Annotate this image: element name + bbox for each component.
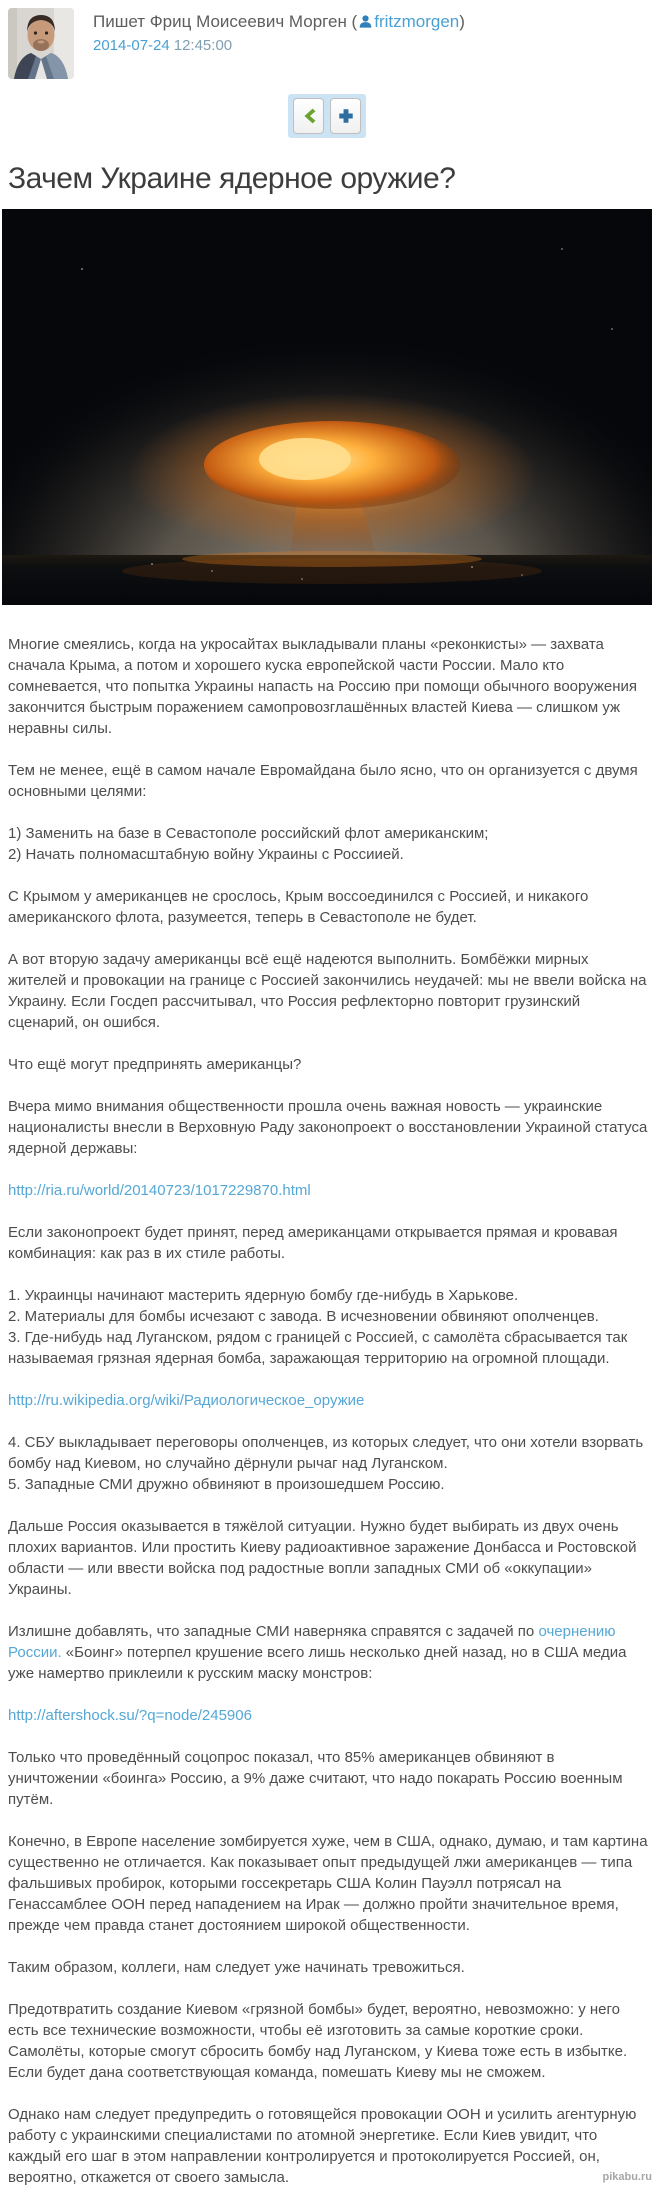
byline-suffix: ) — [459, 12, 465, 31]
paragraph — [8, 1390, 648, 1411]
paragraph — [8, 634, 648, 739]
paragraph — [8, 760, 648, 802]
body-link-ria[interactable]: http://ria.ru/world/20140723/1017229870.html — [8, 1182, 311, 1199]
post-time: 12:45:00 — [173, 37, 233, 54]
paragraph — [8, 1285, 648, 1369]
paragraph-text: Только что проведённый соцопрос показал, что 85% американцев обвиняют в уничтожении «боинга» Россию, а 9% даже считают, что надо покарать Россию военным путём. — [8, 1749, 623, 1808]
paragraph — [8, 1957, 648, 1978]
paragraph — [8, 1831, 648, 1936]
paragraph-text: Таким образом, коллеги, нам следует уже начинать тревожиться. — [8, 1959, 465, 1976]
paragraph — [8, 1054, 648, 1075]
paragraph-text: «Боинг» потерпел крушение всего лишь несколько дней назад, но в США медиа уже намертво приклеили к русским маску монстров: — [8, 1644, 627, 1682]
list-line: 1) Заменить на базе в Севастополе российский флот американским; — [8, 825, 489, 842]
list-line: 2) Начать полномасштабную войну Украины с Россиией. — [8, 846, 404, 863]
plus-icon — [335, 104, 357, 128]
body-link-wikipedia[interactable]: http://ru.wikipedia.org/wiki/Радиологическое_оружие — [8, 1392, 365, 1409]
lj-user-icon[interactable] — [358, 13, 373, 28]
paragraph-text: С Крымом у американцев не срослось, Крым воссоединился с Россией, и никакого американского флота, разумеется, теперь в Севастополе не будет. — [8, 888, 589, 926]
username-link[interactable]: fritzmorgen — [374, 12, 460, 31]
avatar[interactable] — [8, 8, 74, 79]
paragraph — [8, 949, 648, 1033]
watermark: pikabu.ru — [602, 2171, 652, 2183]
paragraph-text: Тем не менее, ещё в самом начале Евромайдана было ясно, что он организуется с двумя основными целями: — [8, 762, 638, 800]
paragraph-text: Конечно, в Европе население зомбируется хуже, чем в США, однако, думаю, и там картина существенно не отличается. Как показывает опыт предыдущей лжи американцев — типа фальшивых пробирок, которыми госсекретарь США Колин Пауэлл потрясал на Генассамблее ООН перед нападением на Ирак — должно пройти значительное время, прежде чем правда станет достоянием широкой общественности. — [8, 1833, 648, 1934]
byline-prefix: Пишет Фриц Моисеевич Морген ( — [93, 12, 358, 31]
add-button[interactable] — [330, 98, 361, 134]
chevron-left-icon — [298, 104, 320, 128]
paragraph-text: Что ещё могут предпринять американцы? — [8, 1056, 302, 1073]
paragraph — [8, 886, 648, 928]
post-date-link[interactable]: 2014-07-24 — [93, 37, 170, 54]
paragraph — [8, 1516, 648, 1600]
post-header — [0, 0, 654, 80]
byline — [93, 11, 646, 33]
hero-image — [2, 209, 652, 605]
paragraph-text: Предотвратить создание Киевом «грязной бомбы» будет, вероятно, невозможно: у него есть все технические возможности, чтобы её изготовить за самые короткие сроки. Самолёты, которые смогут сбросить бомбу над Луганском, у Киева тоже есть в избытке. Если будет дана соответствующая команда, помешать Киеву мы не сможем. — [8, 2001, 628, 2081]
share-box — [288, 94, 366, 138]
paragraph-text: Дальше Россия оказывается в тяжёлой ситуации. Нужно будет выбирать из двух очень плохих вариантов. Или простить Киеву радиоактивное заражение Донбасса и Ростовской области — или ввести войска под радостные вопли западных СМИ об «оккупации» Украины. — [8, 1518, 637, 1598]
inline-link-ochernenie[interactable]: очернению России. — [8, 1623, 616, 1661]
post-meta — [93, 8, 646, 54]
paragraph — [8, 1621, 648, 1684]
paragraph-text: Вчера мимо внимания общественности прошла очень важная новость — украинские националисты внесли в Верховную Раду законопроект о восстановлении Украиной статуса ядерной державы: — [8, 1098, 648, 1157]
list-line: 5. Западные СМИ дружно обвиняют в произошедшем Россию. — [8, 1476, 445, 1493]
paragraph-text: А вот вторую задачу американцы всё ещё надеются выполнить. Бомбёжки мирных жителей и провокации на границе с Россией закончились неудачей: мы не ввели войска на Украину. Если Госдеп рассчитывал, что Россия рефлекторно повторит грузинский сценарий, он ошибся. — [8, 951, 647, 1031]
list-line: 1. Украинцы начинают мастерить ядерную бомбу где-нибудь в Харькове. — [8, 1287, 519, 1304]
paragraph-text: Однако нам следует предупредить о готовящейся провокации ООН и усилить агентурную работу с украинскими специалистами по атомной энергетике. Если Киев увидит, что каждый его шаг в этом направлении контролируется и протоколируется Россией, он, вероятно, откажется от своего замысла. — [8, 2106, 637, 2186]
article-body — [8, 634, 648, 2188]
paragraph-text: Если законопроект будет принят, перед американцами открывается прямая и кровавая комбинация: как раз в их стиле работы. — [8, 1224, 618, 1262]
list-line: 4. СБУ выкладывает переговоры ополченцев, из которых следует, что они хотели взорвать бомбу над Киевом, но случайно дёрнули рычаг над Луганском. — [8, 1434, 644, 1472]
body-link-aftershock[interactable]: http://aftershock.su/?q=node/245906 — [8, 1707, 252, 1724]
back-button[interactable] — [293, 98, 324, 134]
datetime — [93, 37, 646, 54]
paragraph — [8, 1096, 648, 1159]
paragraph — [8, 1180, 648, 1201]
paragraph — [8, 1999, 648, 2083]
paragraph-text: Многие смеялись, когда на укросайтах выкладывали планы «реконкисты» — захвата сначала Крыма, а потом и хорошего куска европейской части России. Мало кто сомневается, что попытка Украины напасть на Россию при помощи обычного вооружения закончится быстрым поражением самопровозглашённых властей Киева — слишком уж неравны силы. — [8, 636, 638, 737]
avatar-portrait-image — [8, 8, 74, 79]
paragraph — [8, 1432, 648, 1495]
post-title: Зачем Украине ядерное оружие? — [8, 162, 456, 195]
paragraph — [8, 1747, 648, 1810]
list-line: 3. Где-нибудь над Луганском, рядом с границей с Россией, с самолёта сбрасывается так называемая грязная ядерная бомба, заражающая территорию на огромной площади. — [8, 1329, 628, 1367]
paragraph — [8, 823, 648, 865]
paragraph — [8, 1705, 648, 1726]
paragraph — [8, 2104, 648, 2188]
paragraph-text: Излишне добавлять, что западные СМИ наверняка справятся с задачей по — [8, 1623, 539, 1640]
list-line: 2. Материалы для бомбы исчезают с завода. В исчезновении обвиняют ополченцев. — [8, 1308, 599, 1325]
paragraph — [8, 1222, 648, 1264]
